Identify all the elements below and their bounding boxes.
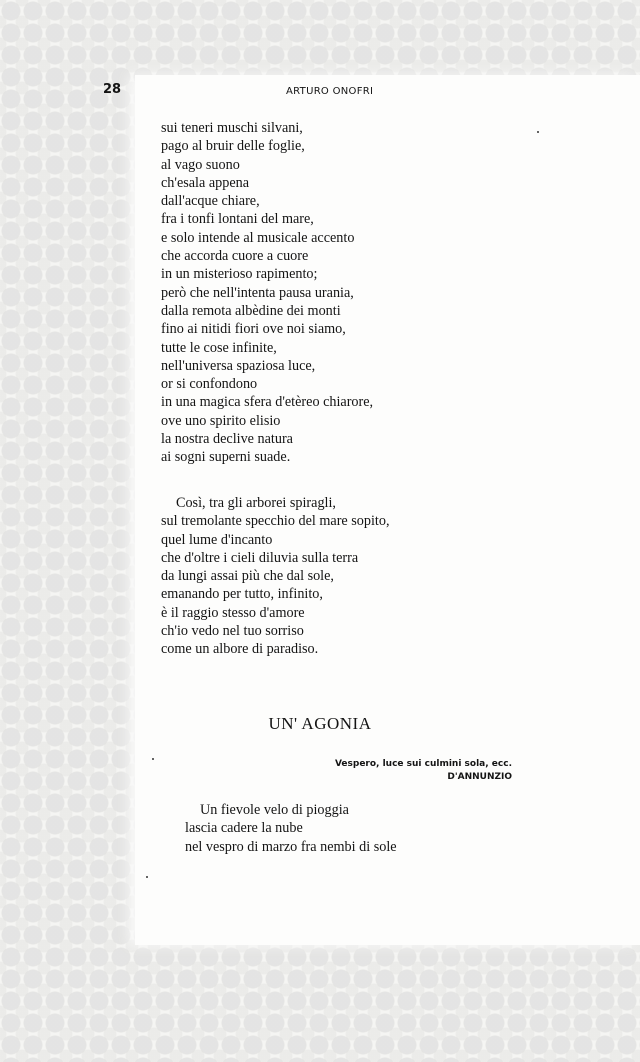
poem-line: dall'acque chiare, (161, 193, 260, 210)
poem-title: UN' AGONIA (268, 714, 372, 733)
poem-line: come un albore di paradiso. (161, 641, 319, 658)
epigraph (335, 758, 512, 784)
poem-line: Così, tra gli arborei spiragli, (176, 495, 336, 511)
speck (152, 758, 154, 760)
poem-line: quel lume d'incanto (161, 531, 273, 548)
poem-line: in una magica sfera d'etèreo chiarore, (161, 394, 374, 411)
poem-line: in un misterioso rapimento; (161, 266, 318, 283)
epigraph-quote: Vespero, luce sui culmini sola, ecc. (334, 759, 512, 769)
poem-line: emanando per tutto, infinito, (161, 586, 323, 603)
poem-line: sul tremolante specchio del mare sopito, (161, 513, 390, 530)
poem-line: fra i tonfi lontani del mare, (161, 211, 314, 228)
stanza-2 (161, 494, 390, 659)
speck (537, 131, 539, 133)
poem-line: or si confondono (161, 376, 258, 393)
poem-line: ch'io vedo nel tuo sorriso (161, 623, 304, 640)
poem-line: nel vespro di marzo fra nembi di sole (185, 838, 397, 855)
poem-line: dalla remota albèdine dei monti (161, 302, 341, 319)
poem-line: ch'esala appena (161, 174, 250, 191)
poem-line: che d'oltre i cieli diluvia sulla terra (161, 549, 359, 566)
poem-line: da lungi assai più che dal sole, (161, 568, 334, 585)
poem-line: ove uno spirito elisio (161, 412, 281, 429)
poem-line: tutte le cose infinite, (161, 339, 277, 356)
poem-line: al vago suono (161, 156, 240, 173)
poem-line: la nostra declive natura (161, 431, 293, 448)
running-title: ARTURO ONOFRI (286, 86, 374, 97)
poem-line: ai sogni superni suade. (161, 449, 291, 466)
speck (146, 876, 148, 878)
poem-line: pago al bruir delle foglie, (161, 138, 305, 155)
poem-line: e solo intende al musicale accento (161, 229, 355, 246)
poem-line: Un fievole velo di pioggia (200, 802, 349, 818)
stanza-3 (185, 801, 397, 856)
poem-line: che accorda cuore a cuore (161, 248, 309, 265)
poem-line: fino ai nitidi fiori ove noi siamo, (161, 321, 346, 338)
page-number: 28 (103, 82, 122, 97)
poem-line: nell'universa spaziosa luce, (161, 357, 316, 374)
epigraph-author: D'ANNUNZIO (447, 772, 512, 782)
poem-line: sui teneri muschi silvani, (161, 120, 303, 136)
poem-line: però che nell'intenta pausa urania, (161, 284, 354, 301)
page-header (0, 82, 640, 102)
poem-line: lascia cadere la nube (185, 820, 303, 837)
stanza-1 (161, 119, 373, 467)
poem-line: è il raggio stesso d'amore (161, 604, 305, 621)
